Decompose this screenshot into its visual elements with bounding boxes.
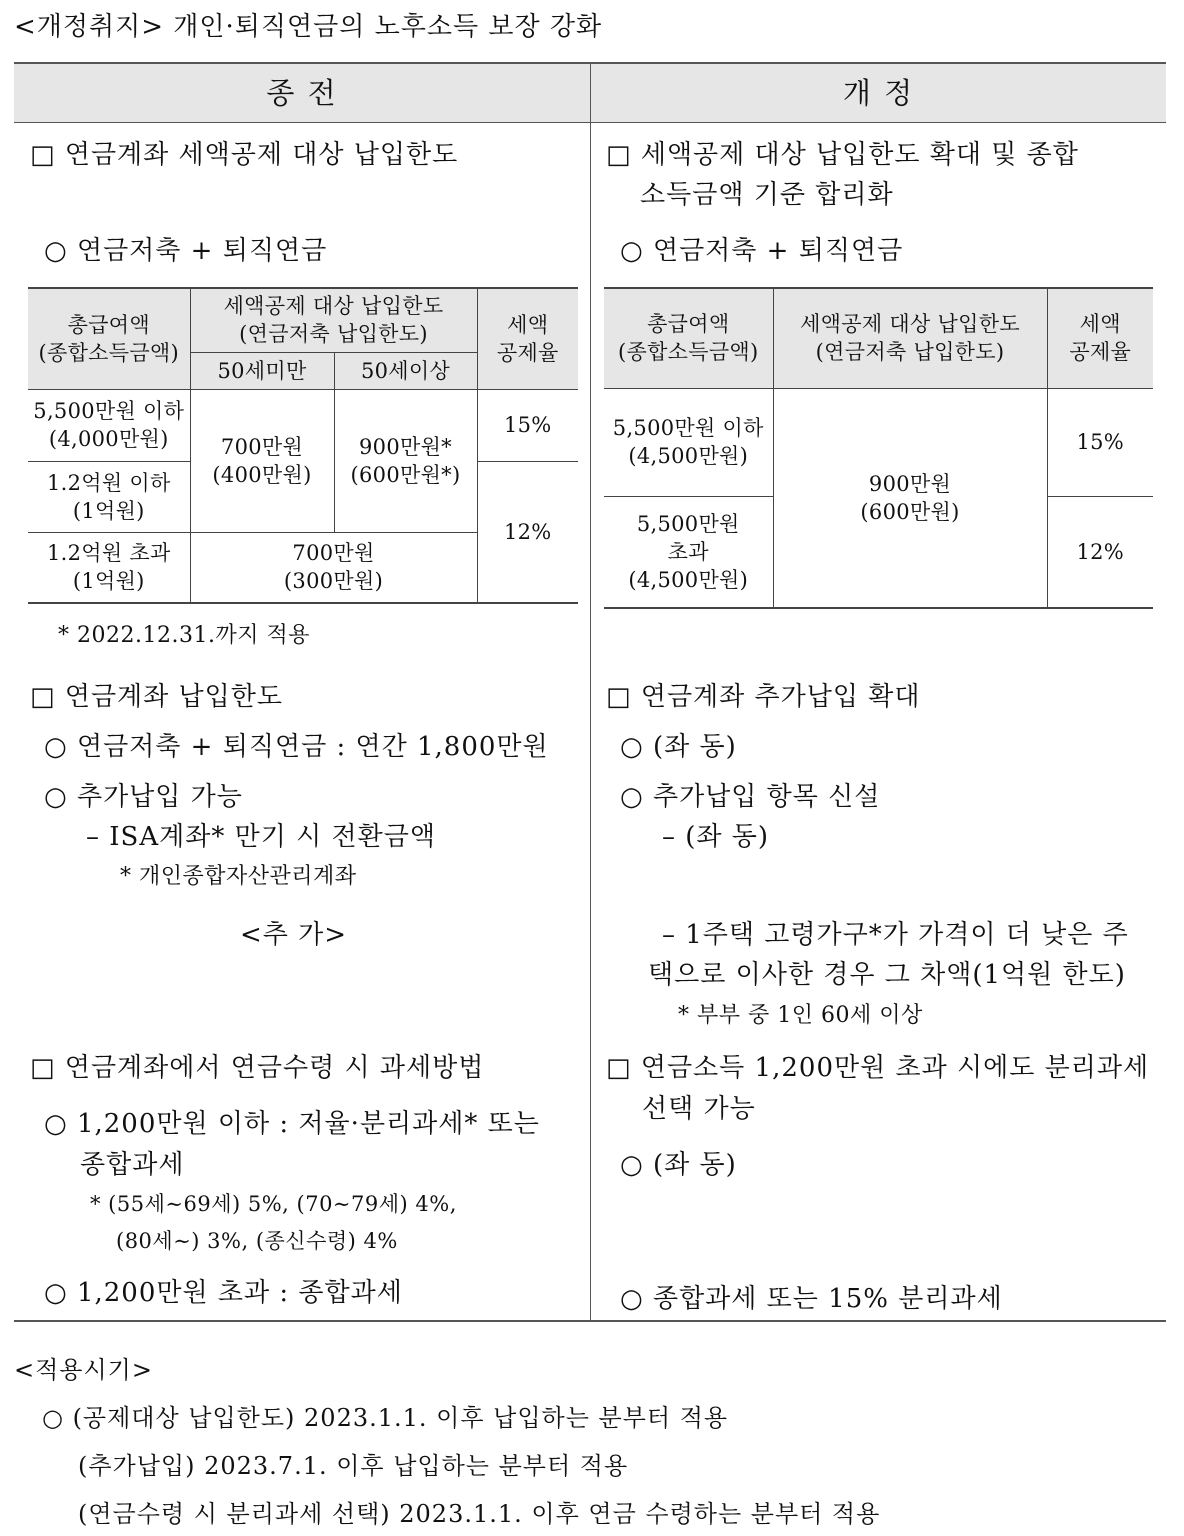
purpose-heading: <개정취지> 개인·퇴직연금의 노후소득 보장 강화 (14, 12, 603, 42)
left-th-limit: 세액공제 대상 납입한도 (연금저축 납입한도) (190, 288, 477, 352)
left-row1-income: 5,500만원 이하 (4,000만원) (28, 389, 190, 461)
left-section1-note: * 2022.12.31.까지 적용 (58, 623, 310, 648)
column-divider (590, 64, 591, 1320)
right-th-rate: 세액 공제율 (1047, 288, 1153, 388)
left-row3-value: 700만원 (300만원) (190, 532, 477, 603)
comparison-table (14, 62, 1166, 1322)
header-before: 종 전 (266, 76, 338, 110)
right-rate-15: 15% (1047, 388, 1153, 496)
left-section2-note: * 개인종합자산관리계좌 (120, 864, 357, 889)
left-row3-income: 1.2억원 초과 (1억원) (28, 532, 190, 603)
left-section3-note1: * (55세∼69세) 5%, (70∼79세) 4%, (90, 1192, 457, 1216)
right-section3-title2: 선택 가능 (642, 1094, 756, 1124)
right-section3-item2: ○ 종합과세 또는 15% 분리과세 (620, 1284, 1003, 1314)
right-section2-item2b: – 1주택 고령가구*가 가격이 더 낮은 주 (662, 920, 1129, 950)
right-section2-title: □ 연금계좌 추가납입 확대 (606, 682, 921, 712)
left-limit-table (28, 287, 578, 604)
left-th-under50: 50세미만 (190, 352, 334, 389)
left-row2-income: 1.2억원 이하 (1억원) (28, 461, 190, 532)
right-rate-12: 12% (1047, 496, 1153, 608)
left-section1-sub: ○ 연금저축 + 퇴직연금 (44, 236, 328, 266)
right-limit-value: 900만원 (600만원) (773, 388, 1047, 608)
right-row2-income: 5,500만원 초과 (4,500만원) (604, 496, 773, 608)
left-th-income: 총급여액 (종합소득금액) (28, 288, 190, 389)
right-section1-title2: 소득금액 기준 합리화 (640, 180, 894, 210)
right-th-income: 총급여액 (종합소득금액) (604, 288, 773, 388)
header-after: 개 정 (842, 76, 915, 110)
left-th-rate: 세액 공제율 (477, 288, 578, 389)
right-section2-item2b2: 택으로 이사한 경우 그 차액(1억원 한도) (648, 960, 1126, 990)
right-section3-title: □ 연금소득 1,200만원 초과 시에도 분리과세 (606, 1053, 1150, 1083)
left-section3-note2: (80세∼) 3%, (종신수령) 4% (116, 1229, 398, 1253)
left-section1-title: □ 연금계좌 세액공제 대상 납입한도 (30, 140, 459, 170)
left-under50-value: 700만원 (400만원) (190, 389, 334, 532)
timing-line1: ○ (공제대상 납입한도) 2023.1.1. 이후 납입하는 분부터 적용 (42, 1404, 729, 1432)
left-section2-item1: ○ 연금저축 + 퇴직연금 : 연간 1,800만원 (44, 732, 549, 762)
left-section2-add: <추 가> (240, 920, 348, 950)
left-section3-title: □ 연금계좌에서 연금수령 시 과세방법 (30, 1053, 485, 1083)
left-rate-12: 12% (477, 461, 578, 603)
right-section2-item2: ○ 추가납입 항목 신설 (620, 782, 881, 812)
right-section1-title: □ 세액공제 대상 납입한도 확대 및 종합 (606, 140, 1079, 170)
left-section3-item2: ○ 1,200만원 초과 : 종합과세 (44, 1278, 403, 1308)
right-section2-item2a: – (좌 동) (662, 822, 770, 852)
left-section2-title: □ 연금계좌 납입한도 (30, 682, 284, 712)
left-th-over50: 50세이상 (334, 352, 477, 389)
right-th-limit: 세액공제 대상 납입한도 (연금저축 납입한도) (773, 288, 1047, 388)
left-section2-item2: ○ 추가납입 가능 (44, 782, 243, 812)
timing-line2: (추가납입) 2023.7.1. 이후 납입하는 분부터 적용 (78, 1452, 629, 1480)
right-row1-income: 5,500만원 이하 (4,500만원) (604, 388, 773, 496)
left-over50-value: 900만원* (600만원*) (334, 389, 477, 532)
left-section3-item1: ○ 1,200만원 이하 : 저율·분리과세* 또는 (44, 1109, 540, 1139)
right-section3-item1: ○ (좌 동) (620, 1150, 737, 1180)
right-section2-item1: ○ (좌 동) (620, 732, 737, 762)
timing-title: <적용시기> (14, 1356, 153, 1384)
timing-line3: (연금수령 시 분리과세 선택) 2023.1.1. 이후 연금 수령하는 분부터 적용 (78, 1500, 881, 1528)
left-section3-item1b: 종합과세 (80, 1150, 185, 1180)
right-limit-table (604, 287, 1153, 609)
left-rate-15: 15% (477, 389, 578, 461)
right-section2-note: * 부부 중 1인 60세 이상 (678, 1003, 923, 1028)
right-section1-sub: ○ 연금저축 + 퇴직연금 (620, 236, 904, 266)
left-section2-item2a: – ISA계좌* 만기 시 전환금액 (86, 822, 436, 852)
